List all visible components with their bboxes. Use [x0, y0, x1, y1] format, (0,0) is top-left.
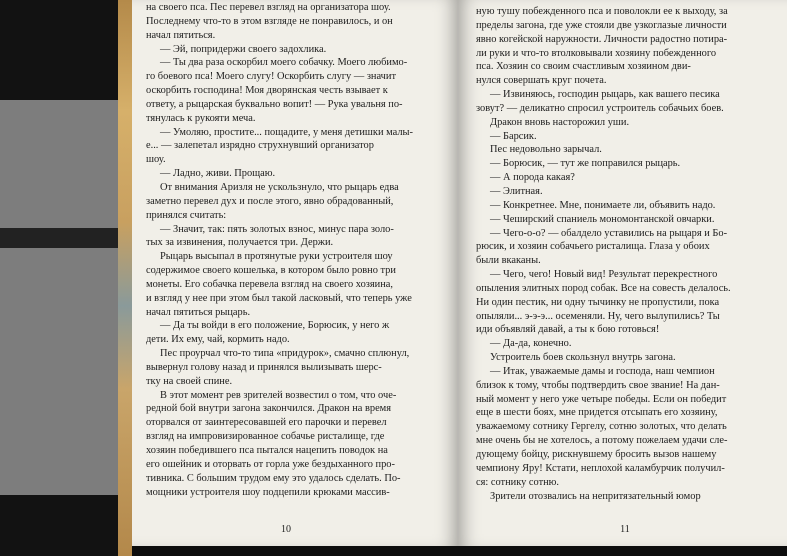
text-line: тку на своей спине. [146, 375, 233, 387]
text-line: оскорбить господина! Моя дворянская честь взывает к [146, 85, 388, 97]
text-line: го боевого пса! Моего слугу! Оскорбить слугу — значит [146, 71, 397, 83]
text-line: ся: сотнику сотню. [476, 476, 560, 488]
text-line: его ошейник и оторвать от горла уже бездыханного про- [146, 458, 395, 470]
text-line: — Да-да, конечно. [490, 338, 572, 350]
left-page [132, 0, 458, 546]
text-line: — Эй, попридержи своего задохлика. [160, 43, 327, 55]
text-line: — Извиняюсь, господин рыцарь, как вашего песика [490, 89, 720, 101]
text-line: вывернул голову назад и принялся вылизывать шерс- [146, 361, 382, 373]
text-line: — Итак, уважаемые дамы и господа, наш чемпион [490, 365, 715, 377]
text-line: Устроитель боев скользнул внутрь загона. [490, 352, 676, 364]
text-line: были вкаканы. [476, 255, 541, 267]
text-line: В этот момент рев зрителей возвестил о том, что оче- [160, 389, 397, 401]
text-line: — Элитная. [490, 185, 543, 197]
text-line: — Конкретнее. Мне, понимаете ли, объявить надо. [490, 199, 716, 211]
text-line: ответу, а рыцарская буквально вопит! — Рука увальня по- [146, 98, 403, 110]
text-line: заметно перевел дух и после этого, явно обрадованный, [146, 195, 394, 207]
text-line: опыления элитных пород собак. Все на совесть делалось. [476, 282, 731, 294]
text-line: опыляли... э-э-э... осеменяли. Ну, чего вылупились? Ты [476, 310, 720, 322]
text-line: — Умоляю, простите... пощадите, у меня детишки малы- [160, 126, 413, 138]
text-line: Последнему что-то в этом взгляде не понравилось, и он [146, 15, 393, 27]
right-page-text [476, 5, 774, 503]
text-line: — Ладно, живи. Прощаю. [160, 168, 276, 180]
text-line: близок к тому, чтобы подтвердить свое звание! На дан- [476, 379, 720, 391]
text-line: взгляд на импровизированное собачье ристалище, где [146, 431, 385, 443]
right-page [458, 0, 787, 546]
text-line: дети. Их ему, чай, кормить надо. [146, 334, 290, 346]
background-shadow-bottom [0, 495, 135, 556]
text-line: оторвался от заинтересовавшей его парочки и перевел [146, 417, 387, 429]
text-line: на своего пса. Пес перевел взгляд на организатора шоу. [146, 2, 391, 13]
text-line: Пес недовольно зарычал. [490, 144, 602, 156]
text-line: иди объявляй давай, а ты к бою готовься! [476, 324, 660, 336]
text-line: е... — залепетал изрядно струхнувший организатор [146, 140, 374, 152]
text-line: пределы загона, где уже стояли две узкоглазые личности [476, 19, 727, 31]
text-line: пса. Хозяин со своим счастливым хозяином дви- [476, 61, 691, 73]
text-line: тивника. С большим трудом ему это удалось сделать. По- [146, 472, 401, 484]
text-line: От внимания Аризля не ускользнуло, что рыцарь едва [160, 181, 399, 193]
text-line: и взгляд у нее при этом был такой ласковый, что теперь уже [146, 292, 412, 304]
text-line: содержимое своего кошелька, в котором было ровно три [146, 265, 396, 277]
text-line: дующему бойцу, рискнувшему бросить вызов нашему [476, 449, 717, 460]
text-line: тых за извинения, получается три. Держи. [146, 237, 334, 249]
text-line: шоу. [146, 154, 166, 166]
background-shadow-mid [0, 228, 135, 248]
text-line: — Чего, чего! Новый вид! Результат перекрестного [490, 269, 718, 281]
text-line: Рыцарь высыпал в протянутые руки устроителя шоу [160, 251, 393, 263]
text-line: еще в шести боях, мне придется отсыпать его хозяину, [476, 407, 718, 419]
text-line: ную тушу побежденного пса и поволокли ее к выходу, за [476, 6, 728, 17]
text-line: — А порода какая? [490, 172, 575, 184]
text-line: ный момент у него уже четыре победы. Если он победит [476, 393, 727, 405]
text-line: начал пятиться рыцарь. [146, 306, 251, 318]
text-line: уважаемому сотнику Гергелу, сотню золотых, что делать [476, 421, 727, 433]
text-line: Зрители отозвались на непритязательный юмор [490, 490, 701, 502]
text-line: нулся совершать круг почета. [476, 75, 607, 87]
text-line: монеты. Его собачка перевела взгляд на своего хозяина, [146, 278, 393, 290]
text-line: чемпиону Яру! Кстати, неплохой каламбурчик получил- [476, 462, 725, 474]
text-line: тянулась к рукояти меча. [146, 112, 256, 124]
right-page-number: 11 [620, 524, 630, 535]
text-line: ли руки и что-то втолковывали хозяину побежденного [476, 47, 717, 59]
text-line: — Чего-о-о? — обалдело уставились на рыцаря и Бо- [490, 227, 728, 239]
text-line: рюсик, и хозяин собачьего ристалища. Глаза у обоих [476, 241, 710, 253]
text-line: — Ты два раза оскорбил моего собачку. Моего любимо- [160, 57, 408, 69]
text-line: — Барсик. [490, 130, 537, 142]
text-line: — Значит, так: пять золотых взнос, минус пара золо- [160, 223, 394, 235]
text-line: редной бой внутри загона закончился. Дракон на время [146, 403, 392, 415]
text-line: — Чеширский спаниель мономонтанской овчарки. [490, 213, 715, 225]
text-line: — Борюсик, — тут же поправился рыцарь. [490, 158, 681, 170]
text-line: хозяин победившего пса пытался нацепить поводок на [146, 445, 388, 456]
text-line: Дракон вновь насторожил уши. [490, 116, 630, 128]
text-line: принялся считать: [146, 209, 227, 221]
background-shadow-top [0, 0, 135, 100]
text-line: — Да ты войди в его положение, Борюсик, у него ж [160, 320, 390, 332]
text-line: зовут? — деликатно спросил устроитель собачьих боев. [476, 102, 724, 114]
text-line: Пес проурчал что-то типа «придурок», смачно сплюнул, [160, 348, 410, 360]
text-line: явно когейской наружности. Личности радостно потира- [476, 33, 728, 45]
text-line: мне очень бы не хотелось, а потому пожелаем удачи сле- [476, 435, 728, 447]
text-line: начал пятиться. [146, 29, 216, 41]
left-page-number: 10 [281, 524, 291, 535]
text-line: Ни один пестик, ни одну тычинку не пропустили, пока [476, 296, 720, 308]
page-bottom-shadow [132, 546, 787, 556]
text-line: мощники устроителя шоу подцепили крюками массив- [146, 486, 390, 498]
left-page-text [146, 1, 436, 499]
